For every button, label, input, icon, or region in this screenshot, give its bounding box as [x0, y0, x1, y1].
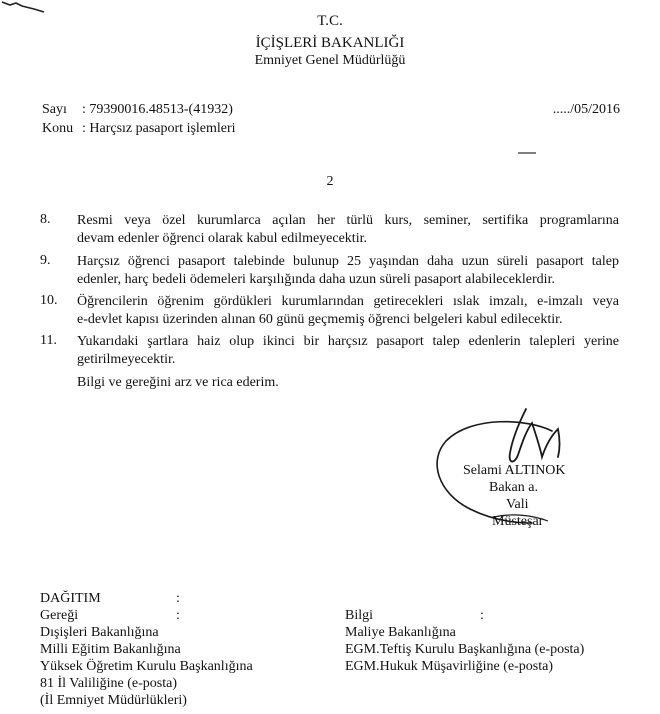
gereg-label: Gereği — [40, 608, 79, 623]
bilgi-label: Bilgi — [345, 608, 374, 623]
signer-title-2: Vali — [506, 497, 529, 512]
gereg-recipient: (İl Emniyet Müdürlükleri) — [40, 693, 187, 708]
bilgi-colon: : — [480, 608, 484, 623]
item-line: edenler, harç bedeli ödemeleri karşılığında daha uzun süreli pasaport alabileceklerdir. — [77, 272, 555, 287]
item-line: Resmi veya özel kurumlarca açılan her türlü kurs, seminer, sertifika programlarına — [77, 213, 619, 228]
sayi-label: Sayı — [42, 102, 67, 117]
distribution-heading: DAĞITIM — [40, 591, 101, 606]
item-number: 11. — [40, 333, 57, 348]
bilgi-recipient: Maliye Bakanlığına — [345, 625, 456, 640]
document-date: ...../05/2016 — [552, 102, 620, 117]
item-line: e-devlet kapısı üzerinden alınan 60 günü geçmemiş öğrenci belgeleri kabul edilecektir. — [77, 312, 563, 327]
konu-value: : Harçsız pasaport işlemleri — [82, 121, 236, 136]
signer-title-3: Müsteşar — [492, 514, 544, 529]
page-number: 2 — [326, 174, 334, 189]
bilgi-recipient: EGM.Teftiş Kurulu Başkanlığına (e-posta) — [345, 642, 585, 657]
konu-label: Konu — [42, 121, 74, 136]
item-line: Harçsız öğrenci pasaport talebinde bulunup 25 yaşından daha uzun süreli pasaport talep — [77, 254, 619, 269]
item-line: devam edenler öğrenci olarak kabul edilmeyecektir. — [77, 231, 367, 246]
scan-dash-mark — [516, 150, 540, 156]
signer-name: Selami ALTINOK — [463, 463, 566, 478]
gereg-colon: : — [176, 608, 180, 623]
gereg-recipient: Dışişleri Bakanlığına — [40, 625, 159, 640]
signer-title-1: Bakan a. — [489, 480, 538, 495]
header-directorate: Emniyet Genel Müdürlüğü — [254, 53, 406, 68]
distribution-heading-colon: : — [176, 591, 180, 606]
item-line: getirilmeyecektir. — [77, 352, 176, 367]
item-line: Yukarıdaki şartlara haiz olup ikinci bir harçsız pasaport talep edenlerin talepleri yerine — [77, 334, 619, 349]
item-line: Öğrencilerin öğrenim gördükleri kurumlarından getirecekleri ıslak imzalı, e-imzalı veya — [77, 294, 619, 309]
item-number: 9. — [40, 253, 51, 268]
bilgi-recipient: EGM.Hukuk Müşavirliğine (e-posta) — [345, 659, 554, 674]
sayi-value: : 79390016.48513-(41932) — [82, 102, 233, 117]
gereg-recipient: 81 İl Valiliğine (e-posta) — [40, 676, 177, 691]
item-number: 10. — [40, 293, 58, 308]
header-ministry: İÇİŞLERİ BAKANLIĞI — [255, 35, 405, 51]
item-number: 8. — [40, 212, 51, 227]
gereg-recipient: Yüksek Öğretim Kurulu Başkanlığına — [40, 659, 253, 674]
closing-sentence: Bilgi ve gereğini arz ve rica ederim. — [77, 375, 279, 390]
header-tc: T.C. — [317, 13, 343, 29]
gereg-recipient: Milli Eğitim Bakanlığına — [40, 642, 181, 657]
